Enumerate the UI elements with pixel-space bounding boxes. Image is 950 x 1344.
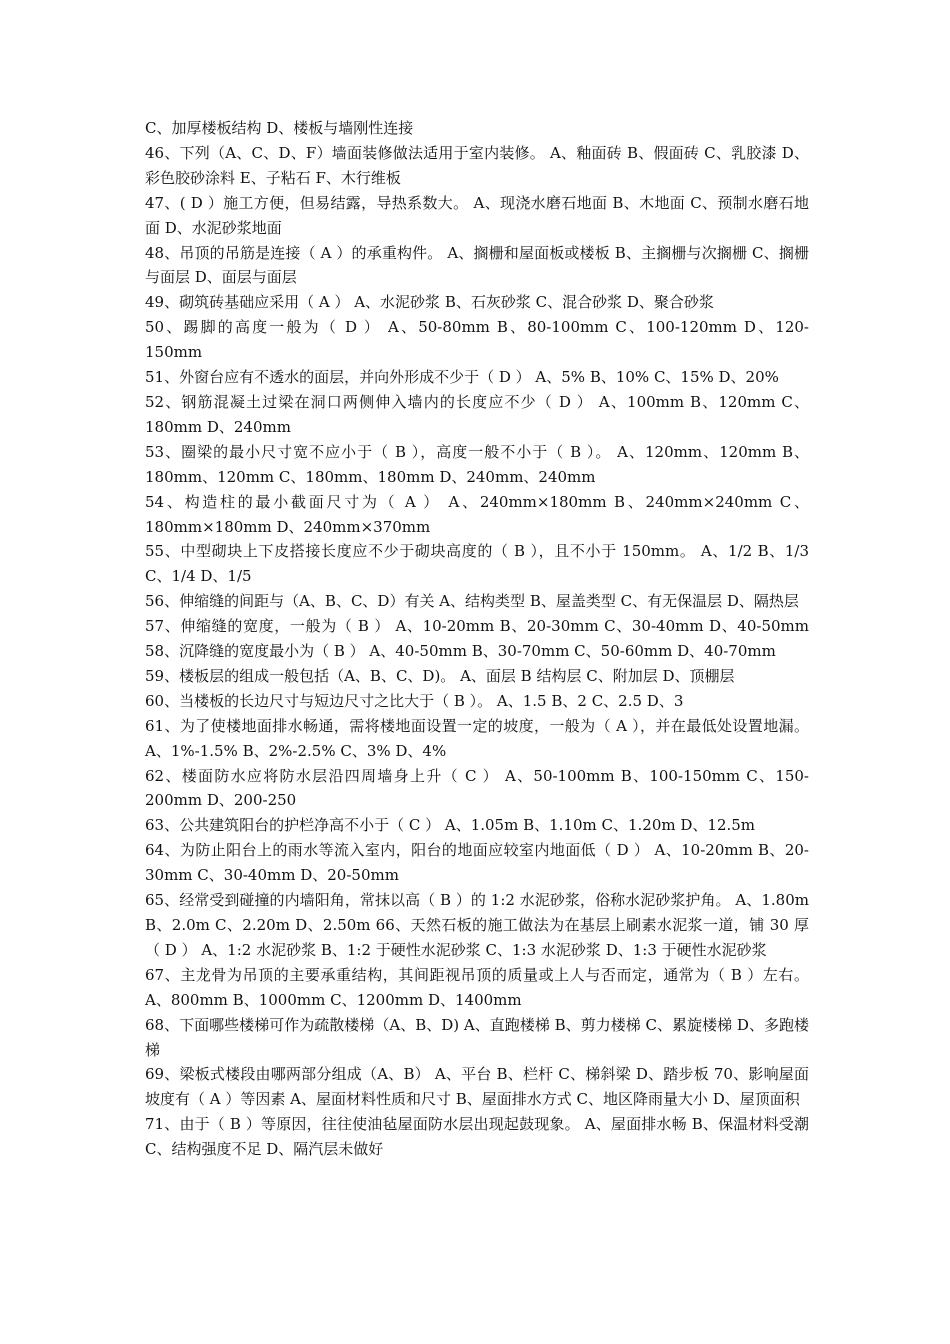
question-60: 60、当楼板的长边尺寸与短边尺寸之比大于（ B ）。 A、1.5 B、2 C、2.5 D、3 — [145, 691, 684, 710]
question-55: 55、中型砌块上下皮搭接长度应不少于砌块高度的（ B ），且不小于 150mm。 A、1/2 B、1/3 C、1/4 D、1/5 — [145, 542, 809, 586]
question-50: 50、踢脚的高度一般为（ D ） A、50-80mm B、80-100mm C、100-120mm D、120-150mm — [145, 318, 809, 362]
question-57-58: 57、伸缩缝的宽度，一般为（ B ） A、10-20mm B、20-30mm C、30-40mm D、40-50mm 58、沉降缝的宽度最小为（ B ） A、40-50mm B、30-70mm C、50-60mm D、40-70mm — [145, 617, 809, 661]
question-54: 54、构造柱的最小截面尺寸为（ A ） A、240mm×180mm B、240mm×240mm C、180mm×180mm D、240mm×370mm — [145, 492, 809, 536]
text-line: C、加厚楼板结构 D、楼板与墙刚性连接 — [145, 119, 414, 137]
question-64: 64、为防止阳台上的雨水等流入室内，阳台的地面应较室内地面低（ D ） A、10-20mm B、20-30mm C、30-40mm D、20-50mm — [145, 841, 809, 885]
question-51: 51、外窗台应有不透水的面层，并向外形成不少于（ D ） A、5% B、10% C、15% D、20% — [145, 368, 779, 387]
question-61: 61、为了使楼地面排水畅通，需将楼地面设置一定的坡度，一般为（ A ），并在最低处设置地漏。 A、1%-1.5% B、2%-2.5% C、3% D、4% — [145, 716, 809, 760]
question-52: 52、钢筋混凝土过梁在洞口两侧伸入墙内的长度应不少（ D ） A、100mm B、120mm C、180mm D、240mm — [145, 392, 809, 436]
question-65-66: 65、经常受到碰撞的内墙阳角，常抹以高（ B ）的 1:2 水泥砂浆，俗称水泥砂浆护角。 A、1.80m B、2.0m C、2.20m D、2.50m 66、天然石板的施工做法为在基层上刷素水泥浆一道，铺 30 厚（ D ） A、1:2 水泥砂浆 B、1:2 于硬性水泥砂浆 C、1:3 水泥砂浆 D、1:3 于硬性水泥砂浆 — [145, 891, 809, 959]
question-49: 49、砌筑砖基础应采用（ A ） A、水泥砂浆 B、石灰砂浆 C、混合砂浆 D、聚合砂浆 — [145, 293, 714, 312]
question-47: 47、( D ）施工方便，但易结露，导热系数大。 A、现浇水磨石地面 B、木地面 C、预制水磨石地面 D、水泥砂浆地面 — [145, 193, 809, 237]
question-71: 71、由于（ B ）等原因，往往使油毡屋面防水层出现起鼓现象。 A、屋面排水畅 B、保温材料受潮 C、结构强度不足 D、隔汽层未做好 — [145, 1115, 809, 1159]
question-46: 46、下列（A、C、D、F）墙面装修做法适用于室内装修。 A、釉面砖 B、假面砖 C、乳胶漆 D、彩色胶砂涂料 E、子粘石 F、木行维板 — [145, 143, 809, 187]
question-67: 67、主龙骨为吊顶的主要承重结构，其间距视吊顶的质量或上人与否而定，通常为（ B ）左右。 A、800mm B、1000mm C、1200mm D、1400mm — [145, 965, 809, 1009]
question-48: 48、吊顶的吊筋是连接（ A ）的承重构件。 A、搁栅和屋面板或楼板 B、主搁栅与次搁栅 C、搁栅与面层 D、面层与面层 — [145, 243, 809, 287]
question-68: 68、下面哪些楼梯可作为疏散楼梯（A、B、D) A、直跑楼梯 B、剪力楼梯 C、累旋楼梯 D、多跑楼梯 — [145, 1015, 809, 1059]
question-63: 63、公共建筑阳台的护栏净高不小于（ C ） A、1.05m B、1.10m C、1.20m D、12.5m — [145, 816, 756, 835]
document-page — [145, 116, 809, 1162]
question-69-70: 69、梁板式楼段由哪两部分组成（A、B） A、平台 B、栏杆 C、梯斜梁 D、踏步板 70、影响屋面坡度有（ A ）等因素 A、屋面材料性质和尺寸 B、屋面排水方式 C、地区降雨量大小 D、屋顶面积 — [145, 1065, 809, 1109]
question-53: 53、圈梁的最小尺寸宽不应小于（ B ），高度一般不小于（ B ）。 A、120mm、120mm B、180mm、120mm C、180mm、180mm D、240mm、240mm — [145, 442, 809, 486]
question-62: 62、楼面防水应将防水层沿四周墙身上升（ C ） A、50-100mm B、100-150mm C、150-200mm D、200-250 — [145, 766, 809, 810]
question-59: 59、楼板层的组成一般包括（A、B、C、D)。 A、面层 B 结构层 C、附加层 D、顶棚层 — [145, 666, 735, 685]
question-56: 56、伸缩缝的间距与（A、B、C、D）有关 A、结构类型 B、屋盖类型 C、有无保温层 D、隔热层 — [145, 592, 799, 611]
